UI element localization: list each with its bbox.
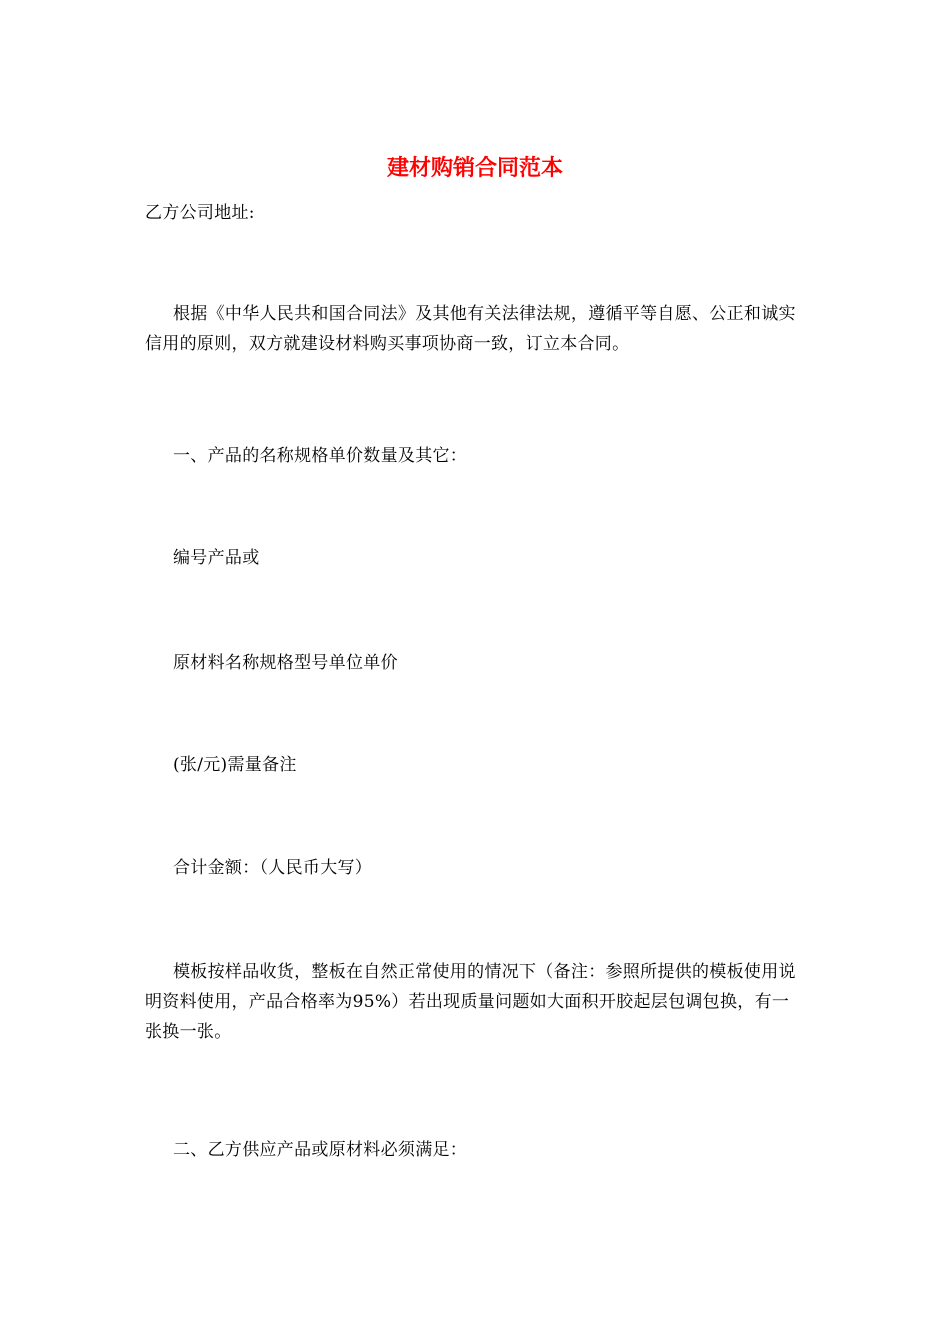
quality-terms: 模板按样品收货，整板在自然正常使用的情况下（备注：参照所提供的模板使用说明资料使用，产品合格率为95%）若出现质量问题如大面积开胶起层包调包换，有一张换一张。	[145, 962, 796, 1042]
party-b-address: 乙方公司地址:	[145, 203, 255, 223]
document-title: 建材购销合同范本	[386, 155, 563, 181]
table-header-line-2: 原材料名称规格型号单位单价	[173, 653, 398, 673]
total-amount-line: 合计金额：（人民币大写）	[173, 858, 373, 878]
table-header-line-1: 编号产品或	[173, 548, 260, 568]
table-header-line-3: (张/元)需量备注	[173, 755, 297, 775]
section-1-heading: 一、产品的名称规格单价数量及其它：	[173, 446, 468, 466]
section-2-heading: 二、乙方供应产品或原材料必须满足：	[173, 1140, 468, 1160]
contract-preamble: 根据《中华人民共和国合同法》及其他有关法律法规，遵循平等自愿、公正和诚实信用的原则，双方就建设材料购买事项协商一致，订立本合同。	[145, 304, 796, 354]
